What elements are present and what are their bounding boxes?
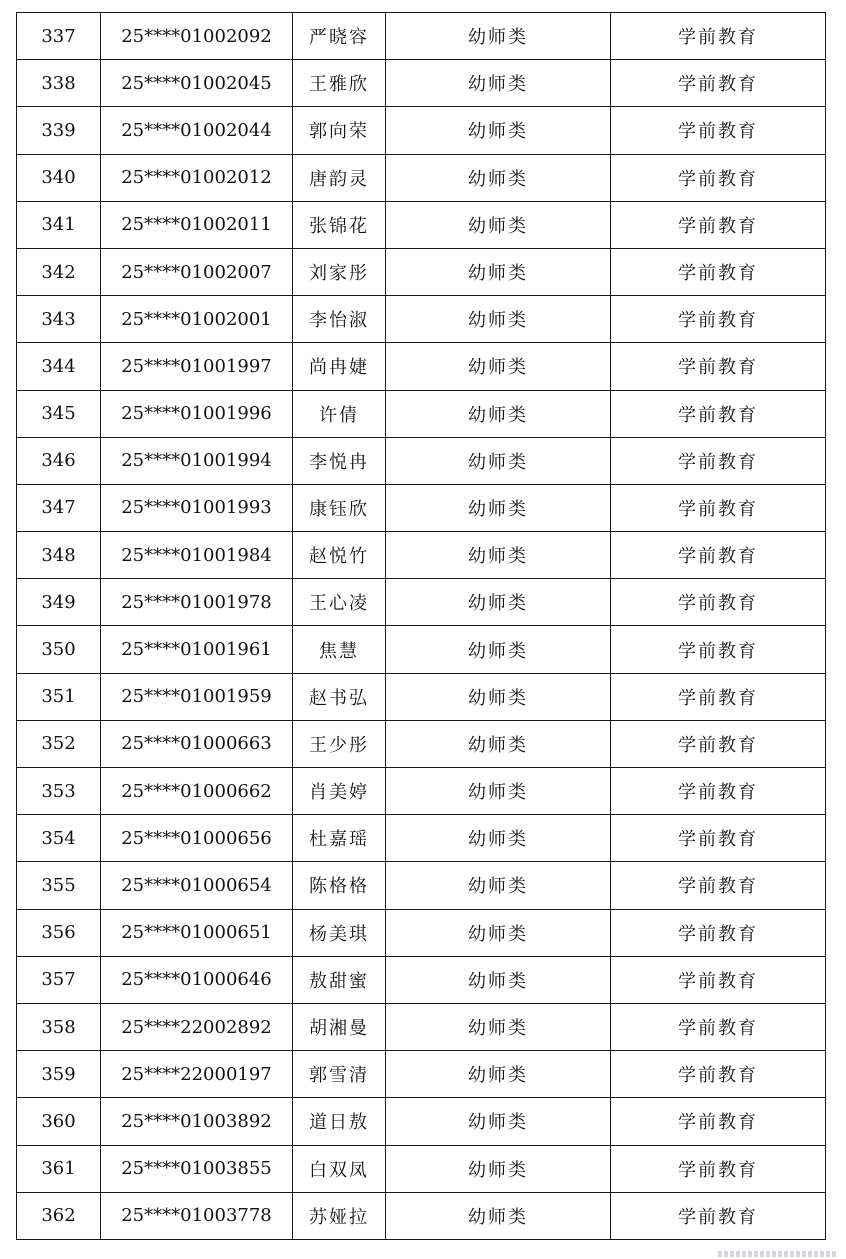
student-name-cell: 唐韵灵 [293,154,386,201]
category-cell: 幼师类 [386,343,611,390]
exam-number-cell: 25****01000656 [101,815,293,862]
major-cell: 学前教育 [611,626,826,673]
exam-number-cell: 25****01001978 [101,579,293,626]
student-name-cell: 赵书弘 [293,673,386,720]
category-cell: 幼师类 [386,532,611,579]
major-cell: 学前教育 [611,673,826,720]
student-name-cell: 王心凌 [293,579,386,626]
student-name-cell: 许倩 [293,390,386,437]
major-cell: 学前教育 [611,768,826,815]
major-cell: 学前教育 [611,862,826,909]
exam-number-cell: 25****01000646 [101,956,293,1003]
category-cell: 幼师类 [386,862,611,909]
exam-number-cell: 25****01000662 [101,768,293,815]
exam-number-cell: 25****01002092 [101,13,293,60]
student-name-cell: 陈格格 [293,862,386,909]
category-cell: 幼师类 [386,909,611,956]
admission-list-table [16,12,826,1240]
category-cell: 幼师类 [386,768,611,815]
exam-number-cell: 25****01002007 [101,248,293,295]
student-name-cell: 焦慧 [293,626,386,673]
table-row [17,154,826,201]
serial-number-cell: 350 [17,626,101,673]
major-cell: 学前教育 [611,1145,826,1192]
exam-number-cell: 25****01002001 [101,296,293,343]
major-cell: 学前教育 [611,720,826,767]
serial-number-cell: 347 [17,484,101,531]
serial-number-cell: 338 [17,60,101,107]
exam-number-cell: 25****01002012 [101,154,293,201]
exam-number-cell: 25****01003855 [101,1145,293,1192]
major-cell: 学前教育 [611,815,826,862]
major-cell: 学前教育 [611,1003,826,1050]
serial-number-cell: 344 [17,343,101,390]
major-cell: 学前教育 [611,248,826,295]
major-cell: 学前教育 [611,201,826,248]
exam-number-cell: 25****01000651 [101,909,293,956]
serial-number-cell: 343 [17,296,101,343]
student-name-cell: 杜嘉瑶 [293,815,386,862]
category-cell: 幼师类 [386,296,611,343]
serial-number-cell: 340 [17,154,101,201]
student-name-cell: 胡湘曼 [293,1003,386,1050]
major-cell: 学前教育 [611,1051,826,1098]
table-row [17,1051,826,1098]
category-cell: 幼师类 [386,1192,611,1239]
serial-number-cell: 362 [17,1192,101,1239]
category-cell: 幼师类 [386,484,611,531]
table-row [17,484,826,531]
table-row [17,956,826,1003]
table-row [17,390,826,437]
exam-number-cell: 25****01002011 [101,201,293,248]
category-cell: 幼师类 [386,815,611,862]
category-cell: 幼师类 [386,1145,611,1192]
student-name-cell: 李怡淑 [293,296,386,343]
table-row [17,437,826,484]
category-cell: 幼师类 [386,579,611,626]
student-name-cell: 敖甜蜜 [293,956,386,1003]
student-name-cell: 李悦冉 [293,437,386,484]
major-cell: 学前教育 [611,107,826,154]
serial-number-cell: 339 [17,107,101,154]
category-cell: 幼师类 [386,673,611,720]
category-cell: 幼师类 [386,1098,611,1145]
exam-number-cell: 25****01001996 [101,390,293,437]
category-cell: 幼师类 [386,1003,611,1050]
serial-number-cell: 360 [17,1098,101,1145]
major-cell: 学前教育 [611,437,826,484]
serial-number-cell: 346 [17,437,101,484]
student-name-cell: 肖美婷 [293,768,386,815]
exam-number-cell: 25****01000663 [101,720,293,767]
category-cell: 幼师类 [386,1051,611,1098]
category-cell: 幼师类 [386,201,611,248]
category-cell: 幼师类 [386,437,611,484]
serial-number-cell: 357 [17,956,101,1003]
major-cell: 学前教育 [611,484,826,531]
serial-number-cell: 355 [17,862,101,909]
category-cell: 幼师类 [386,720,611,767]
exam-number-cell: 25****01003778 [101,1192,293,1239]
table-row [17,532,826,579]
category-cell: 幼师类 [386,390,611,437]
serial-number-cell: 354 [17,815,101,862]
serial-number-cell: 337 [17,13,101,60]
major-cell: 学前教育 [611,13,826,60]
exam-number-cell: 25****01002045 [101,60,293,107]
table-row [17,815,826,862]
major-cell: 学前教育 [611,296,826,343]
serial-number-cell: 342 [17,248,101,295]
table-row [17,862,826,909]
exam-number-cell: 25****01002044 [101,107,293,154]
table-row [17,720,826,767]
exam-number-cell: 25****01001984 [101,532,293,579]
major-cell: 学前教育 [611,343,826,390]
table-row [17,909,826,956]
major-cell: 学前教育 [611,956,826,1003]
watermark [718,1251,838,1257]
serial-number-cell: 345 [17,390,101,437]
student-name-cell: 王少彤 [293,720,386,767]
exam-number-cell: 25****01001959 [101,673,293,720]
serial-number-cell: 349 [17,579,101,626]
exam-number-cell: 25****01001997 [101,343,293,390]
table-row [17,296,826,343]
student-name-cell: 白双凤 [293,1145,386,1192]
table-row [17,107,826,154]
student-name-cell: 道日敖 [293,1098,386,1145]
category-cell: 幼师类 [386,107,611,154]
serial-number-cell: 353 [17,768,101,815]
table-row [17,13,826,60]
table-row [17,1145,826,1192]
serial-number-cell: 341 [17,201,101,248]
exam-number-cell: 25****01001961 [101,626,293,673]
category-cell: 幼师类 [386,626,611,673]
table-body [17,13,826,1240]
major-cell: 学前教育 [611,1098,826,1145]
table-row [17,1098,826,1145]
major-cell: 学前教育 [611,390,826,437]
major-cell: 学前教育 [611,532,826,579]
table-row [17,579,826,626]
exam-number-cell: 25****22002892 [101,1003,293,1050]
student-name-cell: 王雅欣 [293,60,386,107]
table-row [17,60,826,107]
student-name-cell: 郭向荣 [293,107,386,154]
category-cell: 幼师类 [386,13,611,60]
serial-number-cell: 351 [17,673,101,720]
major-cell: 学前教育 [611,60,826,107]
student-name-cell: 刘家彤 [293,248,386,295]
student-name-cell: 郭雪清 [293,1051,386,1098]
student-name-cell: 赵悦竹 [293,532,386,579]
student-name-cell: 苏娅拉 [293,1192,386,1239]
major-cell: 学前教育 [611,579,826,626]
table-row [17,201,826,248]
exam-number-cell: 25****22000197 [101,1051,293,1098]
table-row [17,673,826,720]
serial-number-cell: 356 [17,909,101,956]
table-row [17,248,826,295]
major-cell: 学前教育 [611,154,826,201]
exam-number-cell: 25****01000654 [101,862,293,909]
exam-number-cell: 25****01003892 [101,1098,293,1145]
student-name-cell: 张锦花 [293,201,386,248]
table-row [17,626,826,673]
major-cell: 学前教育 [611,1192,826,1239]
exam-number-cell: 25****01001994 [101,437,293,484]
category-cell: 幼师类 [386,154,611,201]
serial-number-cell: 358 [17,1003,101,1050]
serial-number-cell: 359 [17,1051,101,1098]
exam-number-cell: 25****01001993 [101,484,293,531]
student-name-cell: 严晓容 [293,13,386,60]
table-row [17,1003,826,1050]
student-name-cell: 尚冉婕 [293,343,386,390]
student-name-cell: 杨美琪 [293,909,386,956]
category-cell: 幼师类 [386,956,611,1003]
table-row [17,768,826,815]
student-name-cell: 康钰欣 [293,484,386,531]
category-cell: 幼师类 [386,248,611,295]
serial-number-cell: 348 [17,532,101,579]
table-row [17,1192,826,1239]
table-row [17,343,826,390]
serial-number-cell: 361 [17,1145,101,1192]
serial-number-cell: 352 [17,720,101,767]
category-cell: 幼师类 [386,60,611,107]
major-cell: 学前教育 [611,909,826,956]
